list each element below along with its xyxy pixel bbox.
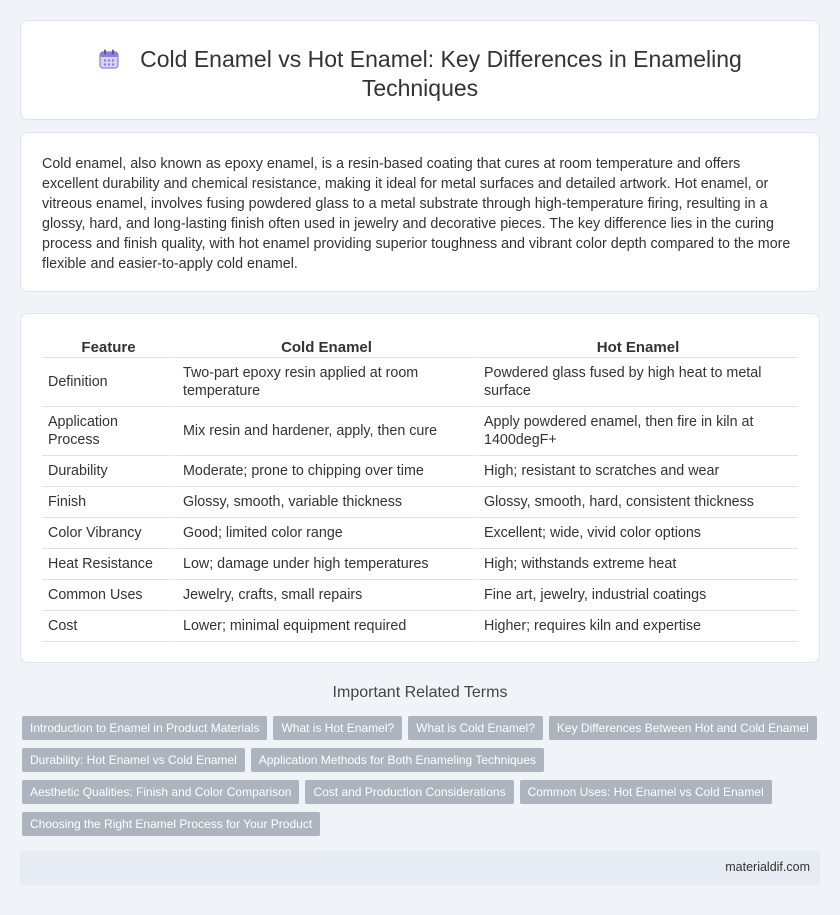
table-cell: Heat Resistance — [42, 549, 175, 580]
related-term-tag[interactable]: Application Methods for Both Enameling Techniques — [251, 748, 544, 772]
calendar-icon — [98, 48, 120, 70]
table-cell: Low; damage under high temperatures — [175, 549, 476, 580]
table-cell: Fine art, jewelry, industrial coatings — [476, 580, 798, 611]
table-cell: Definition — [42, 358, 175, 407]
header-hot-enamel: Hot Enamel — [476, 332, 798, 358]
footer — [20, 851, 820, 885]
table-header-row — [42, 332, 798, 358]
table-cell: Lower; minimal equipment required — [175, 611, 476, 642]
title-card — [20, 20, 820, 120]
table-cell: Apply powdered enamel, then fire in kiln at 1400degF+ — [476, 407, 798, 456]
intro-paragraph: Cold enamel, also known as epoxy enamel, is a resin-based coating that cures at room temperature and offers excellent durability and chemical resistance, making it ideal for metal surfaces and detailed artwork. Hot enamel, or vitreous enamel, involves fusing powdered glass to a metal substrate through high-temperature firing, resulting in a glossy, hard, and long-lasting finish often used in jewelry and decorative pieces. The key difference lies in the curing process and finish quality, with hot enamel providing superior toughness and vibrant color depth compared to the more flexible and easier-to-apply cold enamel. — [42, 156, 791, 272]
related-term-tag[interactable]: What is Cold Enamel? — [408, 716, 543, 740]
page-title — [81, 45, 759, 103]
table-cell: Powdered glass fused by high heat to metal surface — [476, 358, 798, 407]
table-cell: Common Uses — [42, 580, 175, 611]
table-row — [42, 456, 798, 487]
table-row — [42, 580, 798, 611]
table-cell: Jewelry, crafts, small repairs — [175, 580, 476, 611]
table-cell: Glossy, smooth, hard, consistent thickness — [476, 487, 798, 518]
table-row — [42, 518, 798, 549]
related-term-tag[interactable]: Choosing the Right Enamel Process for Your Product — [22, 812, 320, 836]
footer-site[interactable]: materialdif.com — [725, 860, 810, 874]
table-cell: High; resistant to scratches and wear — [476, 456, 798, 487]
table-cell: Color Vibrancy — [42, 518, 175, 549]
table-row — [42, 358, 798, 407]
table-cell: Cost — [42, 611, 175, 642]
related-term-tag[interactable]: Key Differences Between Hot and Cold Enamel — [549, 716, 817, 740]
table-row — [42, 407, 798, 456]
table-row — [42, 611, 798, 642]
related-terms-heading: Important Related Terms — [332, 684, 508, 701]
table-cell: Glossy, smooth, variable thickness — [175, 487, 476, 518]
related-term-tag[interactable]: Aesthetic Qualities: Finish and Color Comparison — [22, 780, 299, 804]
related-term-tag[interactable]: Introduction to Enamel in Product Materials — [22, 716, 267, 740]
related-term-tag[interactable]: Cost and Production Considerations — [305, 780, 513, 804]
title-text: Cold Enamel vs Hot Enamel: Key Differences in Enameling Techniques — [140, 46, 742, 101]
table-cell: Higher; requires kiln and expertise — [476, 611, 798, 642]
table-cell: Application Process — [42, 407, 175, 456]
table-cell: Two-part epoxy resin applied at room temperature — [175, 358, 476, 407]
table-row — [42, 487, 798, 518]
header-cold-enamel: Cold Enamel — [175, 332, 476, 358]
header-feature: Feature — [42, 332, 175, 358]
table-cell: Excellent; wide, vivid color options — [476, 518, 798, 549]
intro-card — [20, 132, 820, 292]
table-cell: High; withstands extreme heat — [476, 549, 798, 580]
related-term-tag[interactable]: Common Uses: Hot Enamel vs Cold Enamel — [520, 780, 772, 804]
table-row — [42, 549, 798, 580]
table-cell: Durability — [42, 456, 175, 487]
table-cell: Moderate; prone to chipping over time — [175, 456, 476, 487]
table-cell: Finish — [42, 487, 175, 518]
comparison-card — [20, 313, 820, 663]
related-terms-list — [22, 716, 822, 844]
table-cell: Mix resin and hardener, apply, then cure — [175, 407, 476, 456]
table-cell: Good; limited color range — [175, 518, 476, 549]
comparison-table — [42, 332, 798, 642]
related-term-tag[interactable]: Durability: Hot Enamel vs Cold Enamel — [22, 748, 245, 772]
related-term-tag[interactable]: What is Hot Enamel? — [273, 716, 402, 740]
